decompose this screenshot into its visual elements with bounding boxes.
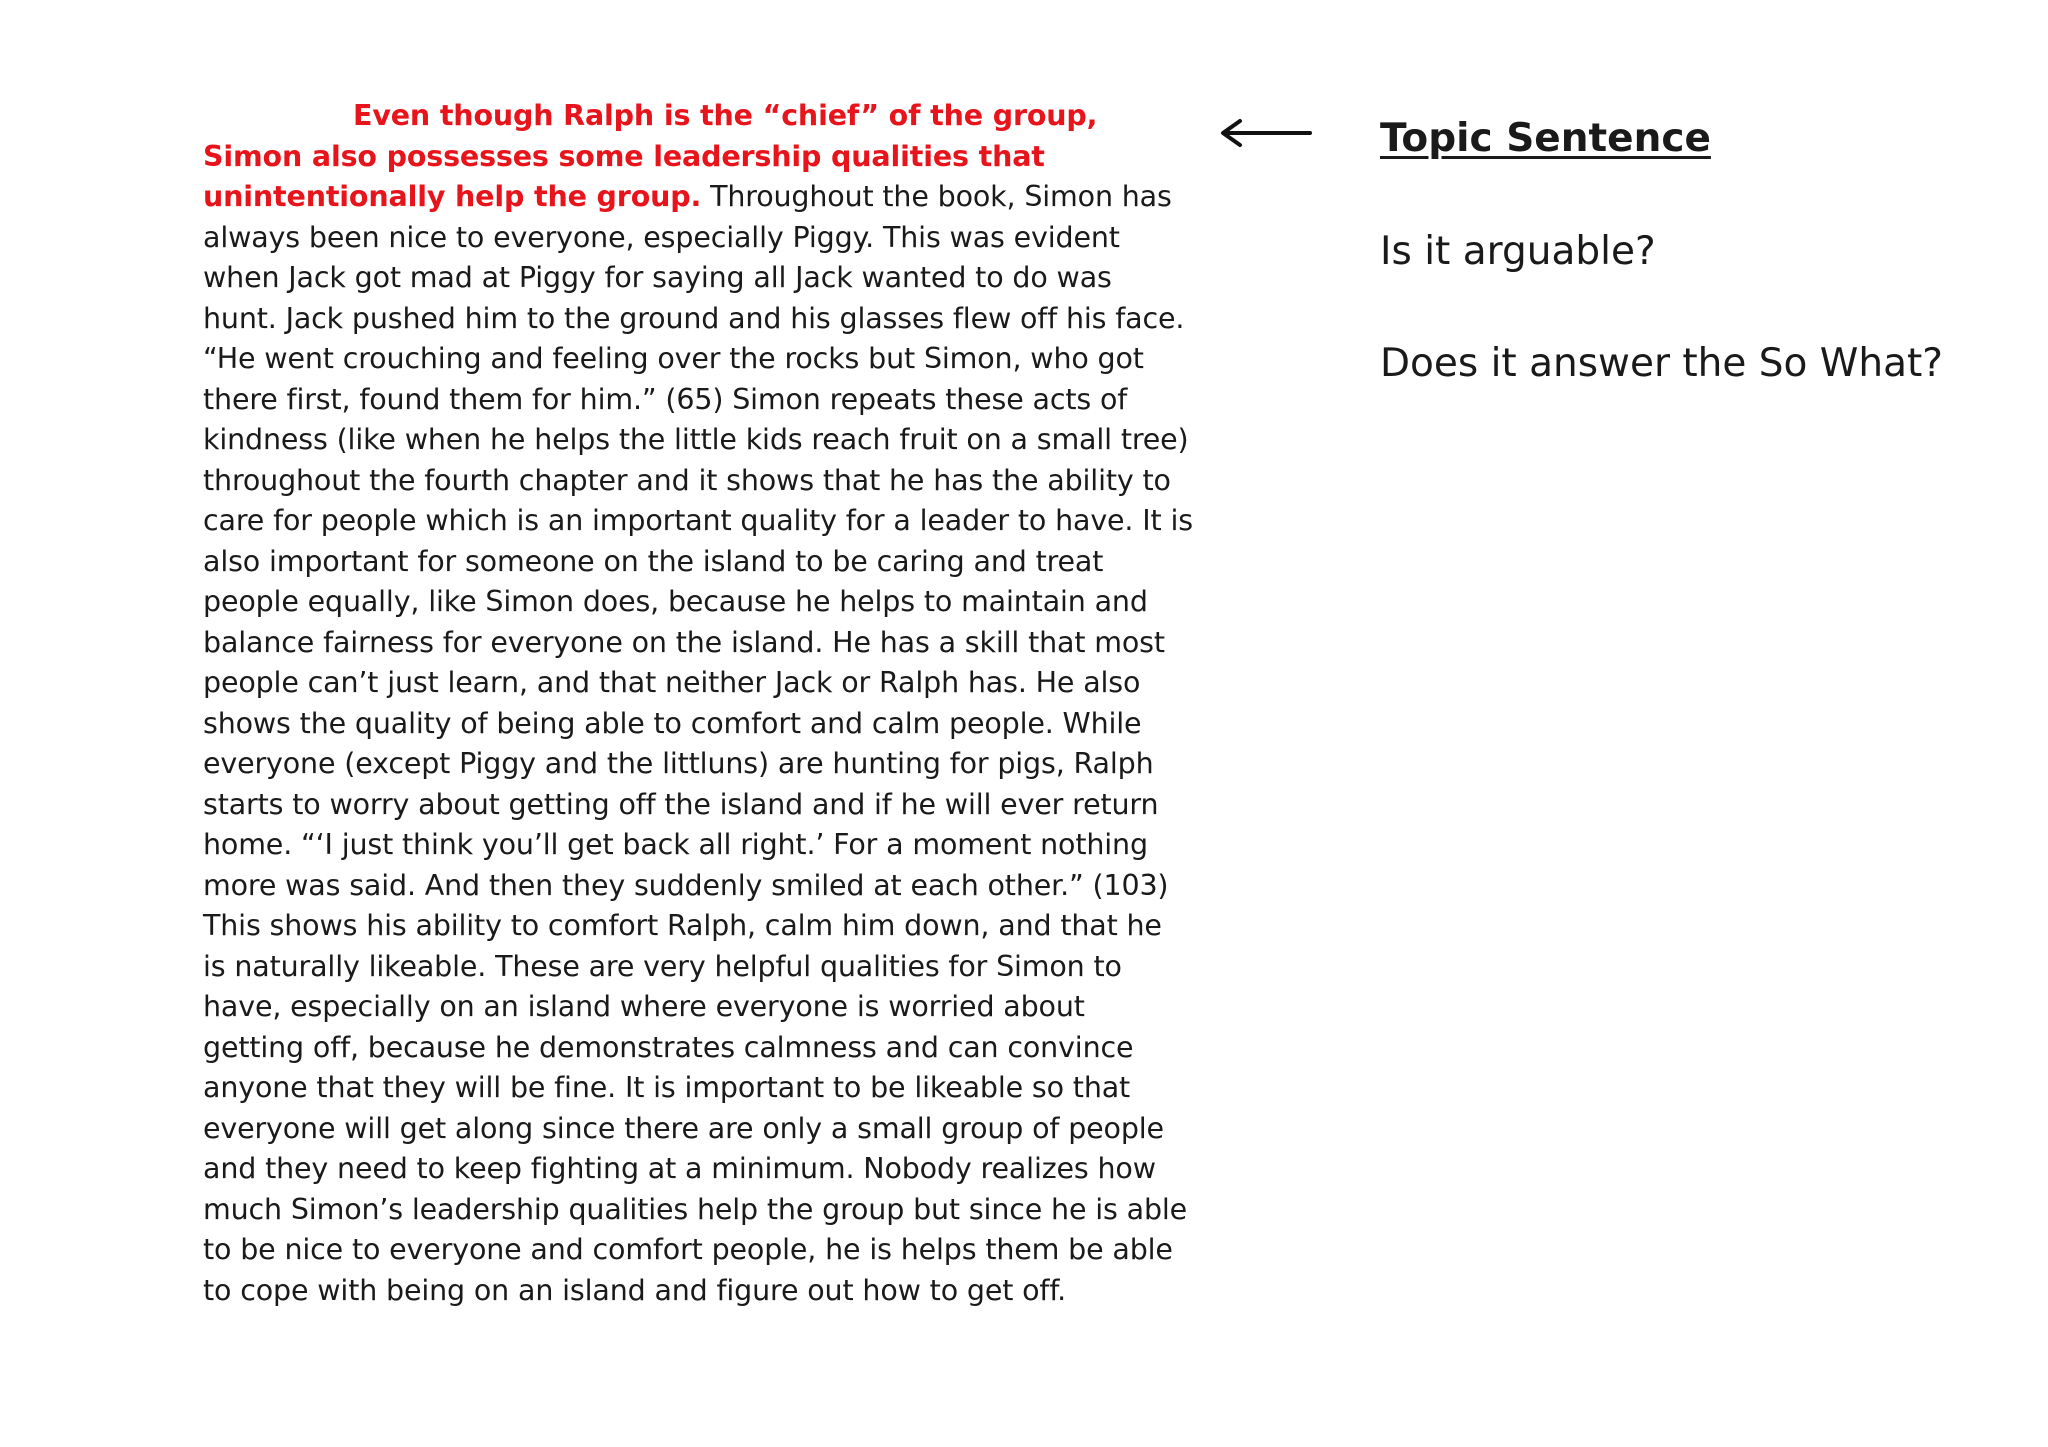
annotation-question-so-what: Does it answer the So What? <box>1380 341 1943 386</box>
paragraph-body: Throughout the book, Simon has always been nice to everyone, especially Piggy. This was evident when Jack got mad at Piggy for saying all Jack wanted to do was hunt. Jack pushed him to the ground and his glasses flew off his face. “He went crouching and feeling over the rocks but Simon, who got there first, found them for him.” (65) Simon repeats these acts of kindness (like when he helps the little kids reach fruit on a small tree) throughout the fourth chapter and it shows that he has the ability to care for people which is an important quality for a leader to have. It is also important for someone on the island to be caring and treat people equally, like Simon does, because he helps to maintain and balance fairness for everyone on the island. He has a skill that most people can’t just learn, and that neither Jack or Ralph has. He also shows the quality of being able to comfort and calm people. While everyone (except Piggy and the littluns) are hunting for pigs, Ralph starts to worry about getting off the island and if he will ever return home. “‘I just think you’ll get back all right.’ For a moment nothing more was said. And then they suddenly smiled at each other.” (103) This shows his ability to comfort Ralph, calm him down, and that he is naturally likeable. These are very helpful qualities for Simon to have, especially on an island where everyone is worried about getting off, because he demonstrates calmness and can convince anyone that they will be fine. It is important to be likeable so that everyone will get along since there are only a small group of people and they need to keep fighting at a minimum. Nobody realizes how much Simon’s leadership qualities help the group but since he is able to be nice to everyone and comfort people, he is helps them be able to cope with being on an island and figure out how to get off. <box>203 180 1193 1307</box>
essay-paragraph <box>203 96 1193 1311</box>
arrow-left-icon <box>1218 118 1312 148</box>
annotation-title: Topic Sentence <box>1380 116 1711 161</box>
annotation-question-arguable: Is it arguable? <box>1380 229 1656 274</box>
topic-sentence: Even though Ralph is the “chief” of the group, Simon also possesses some leadership qualities that unintentionally help the group. <box>203 99 1098 213</box>
